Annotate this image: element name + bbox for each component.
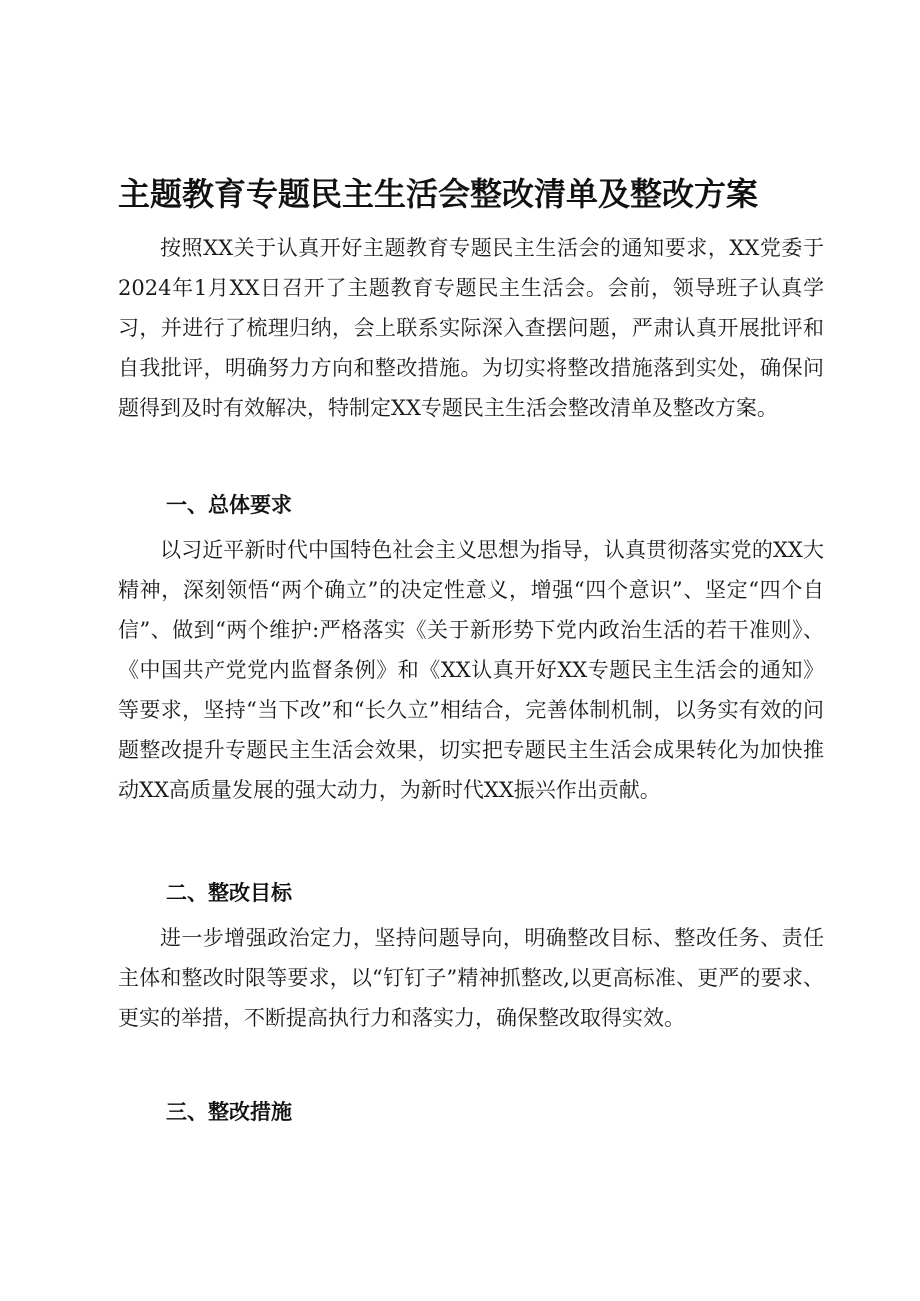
section-heading-general-requirements: 一、总体要求	[166, 493, 292, 517]
section-paragraph-general-requirements: 以习近平新时代中国特色社会主义思想为指导，认真贯彻落实党的XX大精神，深刻领悟“两个确立”的决定性意义，增强“四个意识”、坚定“四个自信”、做到“两个维护:严格落实《关于新形势下党内政治生活的若干准则》、《中国共产党党内监督条例》和《XX认真开好XX专题民主生活会的通知》等要求，坚持“当下改”和“长久立”相结合，完善体制机制，以务实有效的问题整改提升专题民主生活会效果，切实把专题民主生活会成果转化为加快推动XX高质量发展的强大动力，为新时代XX振兴作出贡献。	[118, 538, 824, 802]
intro-paragraph: 按照XX关于认真开好主题教育专题民主生活会的通知要求，XX党委于2024年1月XX日召开了主题教育专题民主生活会。会前，领导班子认真学习，并进行了梳理归纳，会上联系实际深入查摆问题，严肃认真开展批评和自我批评，明确努力方向和整改措施。为切实将整改措施落到实处，确保问题得到及时有效解决，特制定XX专题民主生活会整改清单及整改方案。	[118, 236, 824, 420]
section-heading-rectification-goals: 二、整改目标	[166, 881, 292, 905]
section-heading-rectification-measures: 三、整改措施	[166, 1100, 292, 1124]
section-paragraph-rectification-goals: 进一步增强政治定力，坚持问题导向，明确整改目标、整改任务、责任主体和整改时限等要求，以“钉钉子”精神抓整改,以更高标准、更严的要求、更实的举措，不断提高执行力和落实力，确保整改取得实效。	[118, 926, 824, 1030]
document-title: 主题教育专题民主生活会整改清单及整改方案	[118, 175, 759, 213]
